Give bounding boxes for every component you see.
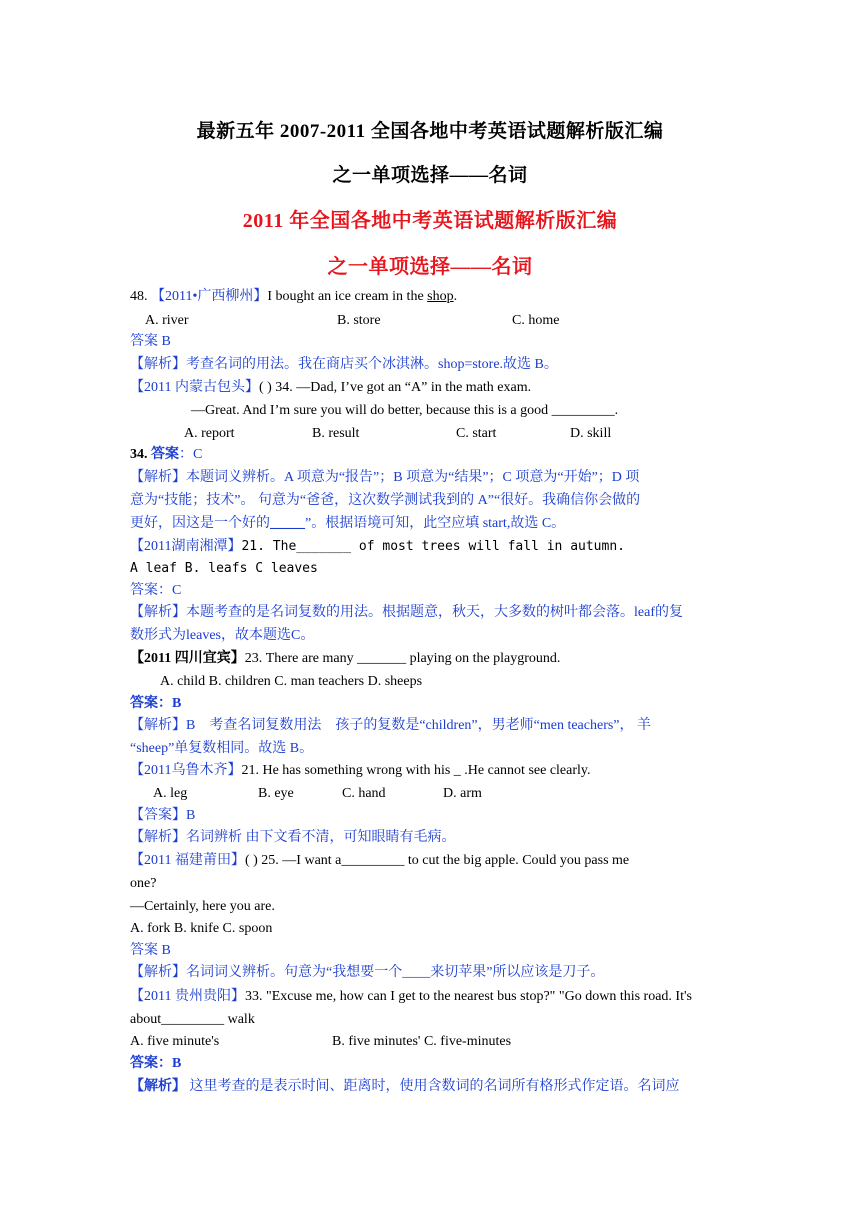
question-source: 【2011乌鲁木齐】	[130, 763, 242, 778]
analysis-text: 更好，因这是一个好的	[130, 516, 270, 531]
analysis-text-end: ”。根据语境可知，此空应填 start,故选 C。	[305, 516, 566, 531]
question-source: 【2011 四川宜宾】	[130, 651, 245, 666]
answer	[130, 445, 202, 465]
analysis-label: 【解析】	[130, 1079, 186, 1094]
question-stem: 21. He has something wrong with his _ .He cannot see clearly.	[241, 763, 591, 778]
analysis: 【解析】名词词义辨析。句意为“我想要一个____来切苹果”所以应该是刀子。	[130, 965, 605, 980]
question-stem: ( ) 25. —I want a_________ to cut the big apple. Could you pass me	[244, 853, 630, 868]
question-source: 【2011 福建莆田】	[130, 853, 245, 868]
question-source: 【2011湖南湘潭】	[130, 539, 242, 554]
option-d: D. skill	[570, 426, 612, 441]
analysis	[130, 1077, 680, 1097]
option-a: A. five minute's	[130, 1034, 220, 1049]
analysis: 【解析】考查名词的用法。我在商店买个冰淇淋。shop=store.故选 B。	[130, 357, 558, 372]
answer-value: ：C	[179, 447, 203, 462]
analysis-line-2: 数形式为leaves，故本题选C。	[130, 628, 315, 643]
analysis-line-1: 【解析】B 考查名词复数用法 孩子的复数是“children”，男老师“men teachers”， 羊	[130, 718, 652, 733]
analysis-blank: _____	[270, 516, 305, 531]
analysis-line-1: 【解析】本题考查的是名词复数的用法。根据题意，秋天，大多数的树叶都会落。leaf的复	[130, 605, 683, 620]
question-source: 【2011 内蒙古包头】	[130, 380, 259, 395]
question-stem: 23. There are many _______ playing on the playground.	[244, 651, 561, 666]
analysis-line-1: 【解析】本题词义辨析。A 项意为“报告”；B 项意为“结果”；C 项意为“开始”；D 项	[130, 470, 640, 485]
analysis-line-3	[130, 514, 565, 534]
question-stem: I bought an ice cream in the	[267, 289, 428, 304]
option-c: C. start	[456, 426, 497, 441]
question-stem-end: .	[453, 289, 458, 304]
answer: 答案 B	[130, 943, 171, 958]
option-b: B. store	[337, 313, 381, 328]
option-c: C. home	[512, 313, 560, 328]
options: A. fork B. knife C. spoon	[130, 921, 273, 936]
question-stem-line-2: one?	[130, 876, 157, 891]
question-23	[130, 649, 560, 669]
options: A. child B. children C. man teachers D. sheeps	[160, 674, 423, 689]
analysis-line-2: “sheep”单复数相同。故选 B。	[130, 741, 314, 756]
question-stem-line-2: —Great. And I’m sure you will do better, because this is a good _________.	[191, 403, 619, 418]
analysis-text: 这里考查的是表示时间、距离时，使用含数词的名词所有格形式作定语。名词应	[186, 1079, 680, 1094]
question-source: 【2011•广西柳州】	[151, 289, 268, 304]
main-title-line-1: 最新五年 2007-2011 全国各地中考英语试题解析版汇编	[196, 121, 664, 142]
option-b: B. result	[312, 426, 360, 441]
option-a: A. leg	[153, 786, 188, 801]
question-48	[130, 287, 457, 307]
options: A leaf B. leafs C leaves	[130, 561, 318, 576]
answer-label: 答案	[151, 447, 179, 462]
answer: 答案：C	[130, 583, 182, 598]
analysis-line-2: 意为“技能；技术”。 句意为“爸爸，这次数学测试我到的 A”“很好。我确信你会做的	[130, 493, 641, 508]
red-title-line-1: 2011 年全国各地中考英语试题解析版汇编	[242, 210, 618, 232]
question-stem-line-3: —Certainly, here you are.	[130, 899, 275, 914]
question-33	[130, 987, 692, 1007]
question-25	[130, 851, 629, 871]
option-a: A. report	[184, 426, 235, 441]
option-d: D. arm	[443, 786, 482, 801]
answer: 【答案】B	[130, 808, 196, 823]
answer: 答案：B	[130, 1056, 182, 1071]
question-stem: ( ) 34. —Dad, I’ve got an “A” in the math exam.	[258, 380, 532, 395]
question-21-xiangtan	[130, 537, 625, 557]
question-34	[130, 378, 531, 398]
underlined-word: shop	[427, 289, 454, 304]
option-b-c: B. five minutes' C. five-minutes	[332, 1034, 512, 1049]
question-stem: 21. The_______ of most trees will fall in autumn.	[241, 539, 625, 554]
answer: 答案 B	[130, 334, 171, 349]
red-title-line-2: 之一单项选择——名词	[327, 256, 533, 278]
option-a: A. river	[145, 313, 189, 328]
answer-number: 34.	[130, 447, 151, 462]
question-21-urumqi	[130, 761, 591, 781]
question-stem: 33. "Excuse me, how can I get to the nearest bus stop?" "Go down this road. It's	[244, 989, 692, 1004]
main-title-line-2: 之一单项选择——名词	[332, 165, 528, 186]
answer: 答案：B	[130, 696, 182, 711]
question-source: 【2011 贵州贵阳】	[130, 989, 245, 1004]
question-number: 48.	[130, 289, 151, 304]
option-b: B. eye	[258, 786, 294, 801]
option-c: C. hand	[342, 786, 386, 801]
question-stem-line-2: about_________ walk	[130, 1012, 255, 1027]
analysis: 【解析】名词辨析 由下文看不清，可知眼睛有毛病。	[130, 830, 456, 845]
